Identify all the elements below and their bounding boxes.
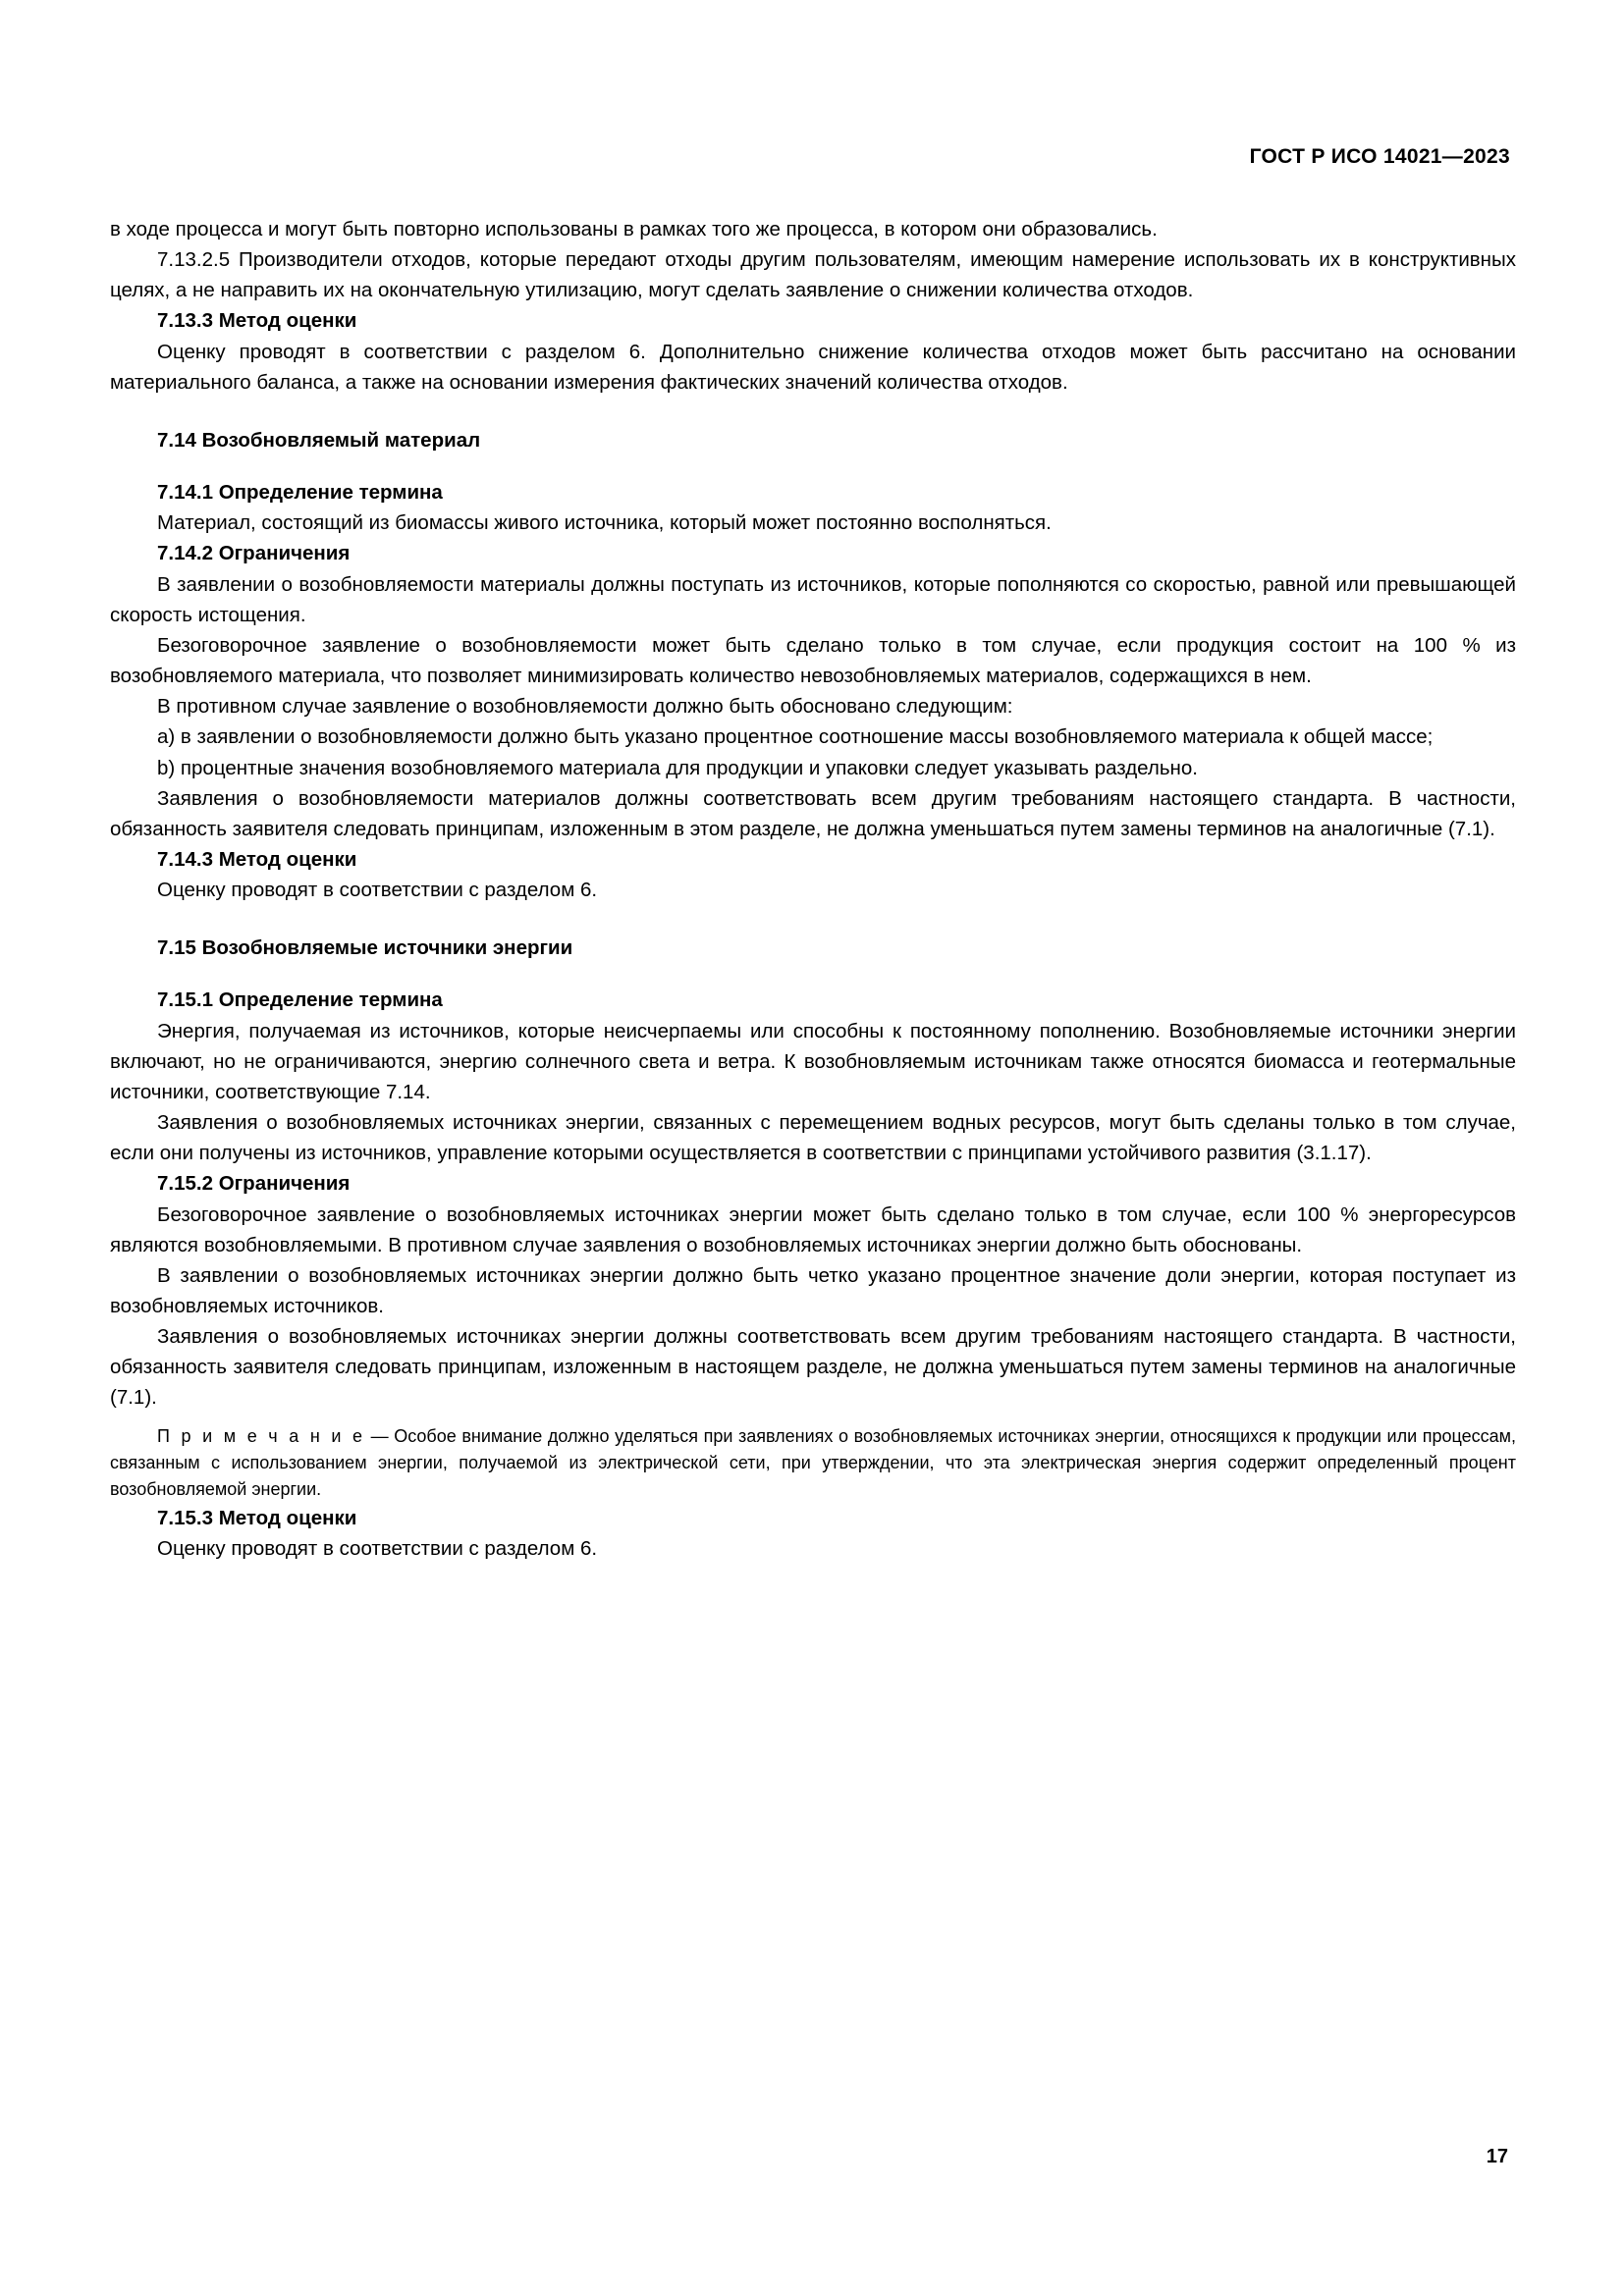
heading-7-15-2: 7.15.2 Ограничения bbox=[157, 1172, 351, 1196]
heading-7-13-3: 7.13.3 Метод оценки bbox=[157, 309, 357, 333]
page-header-standard-id: ГОСТ Р ИСО 14021—2023 bbox=[1249, 145, 1510, 168]
paragraph-7-15-2-a: Безоговорочное заявление о возобновляемых источниках энергии может быть сделано только в том случае, если 100 % энергоресурсов являются возобновляемыми. В противном случае заявления о возобновляемых источниках энергии должно быть обоснованы. bbox=[110, 1202, 1516, 1256]
page-body bbox=[110, 214, 1516, 1564]
paragraph-7-14-2-b: Безоговорочное заявление о возобновляемости может быть сделано только в том случае, если продукция состоит на 100 % из возобновляемого материала, что позволяет минимизировать количество невозобновляемых материалов, содержащихся в нем. bbox=[110, 633, 1516, 688]
note-text: — Особое внимание должно уделяться при заявлениях о возобновляемых источниках энергии, относящихся к продукции или процессам, связанным с использованием энергии, получаемой из электрической сети, при утверждении, что эта электрическая энергия содержит определенный процент возобновляемой энергии. bbox=[110, 1425, 1516, 1499]
paragraph-7-13-2-5: 7.13.2.5 Производители отходов, которые передают отходы другим пользователям, имеющим намерение использовать их в конструктивных целях, а не направить их на окончательную утилизацию, могут сделать заявление о снижении количества отходов. bbox=[110, 248, 1516, 302]
paragraph-7-14-2-c: В противном случае заявление о возобновляемости должно быть обосновано следующим: bbox=[157, 695, 1013, 719]
note-block bbox=[110, 1423, 1516, 1503]
paragraph-continuation: в ходе процесса и могут быть повторно использованы в рамках того же процесса, в котором они образовались. bbox=[110, 218, 1158, 240]
paragraph-7-15-1-a: Энергия, получаемая из источников, которые неисчерпаемы или способны к постоянному пополнению. Возобновляемые источники энергии включают, но не ограничиваются, энергию солнечного света и ветра. К возобновляемым источникам также относятся биомасса и геотермальные источники, соответствующие 7.14. bbox=[110, 1019, 1516, 1103]
paragraph-7-13-3: Оценку проводят в соответствии с разделом 6. Дополнительно снижение количества отходов может быть рассчитано на основании материального баланса, а также на основании измерения фактических значений количества отходов. bbox=[110, 340, 1516, 394]
heading-7-15-3: 7.15.3 Метод оценки bbox=[157, 1506, 357, 1529]
paragraph-7-15-1-b: Заявления о возобновляемых источниках энергии, связанных с перемещением водных ресурсов, могут быть сделаны только в том случае, если они получены из источников, управление которыми осуществляется в соответствии с принципами устойчивого развития (3.1.17). bbox=[110, 1111, 1516, 1165]
paragraph-7-14-1: Материал, состоящий из биомассы живого источника, который может постоянно восполняться. bbox=[157, 511, 1052, 535]
heading-7-15-1: 7.15.1 Определение термина bbox=[157, 988, 443, 1012]
heading-7-14-2: 7.14.2 Ограничения bbox=[157, 542, 351, 565]
list-item-a: a) в заявлении о возобновляемости должно быть указано процентное соотношение массы возобновляемого материала к общей массе; bbox=[157, 725, 1434, 749]
paragraph-7-15-2-b: В заявлении о возобновляемых источниках энергии должно быть четко указано процентное значение доли энергии, которая поступает из возобновляемых источников. bbox=[110, 1263, 1516, 1317]
heading-7-15: 7.15 Возобновляемые источники энергии bbox=[157, 936, 573, 960]
heading-7-14-1: 7.14.1 Определение термина bbox=[157, 481, 443, 505]
note-label: П р и м е ч а н и е bbox=[157, 1425, 366, 1446]
page-number: 17 bbox=[1486, 2146, 1508, 2167]
paragraph-7-14-3: Оценку проводят в соответствии с разделом 6. bbox=[157, 879, 598, 902]
paragraph-7-14-2-d: Заявления о возобновляемости материалов должны соответствовать всем другим требованиям настоящего стандарта. В частности, обязанность заявителя следовать принципам, изложенным в этом разделе, не должна уменьшаться путем замены терминов на аналогичные (7.1). bbox=[110, 786, 1516, 840]
paragraph-7-15-2-c: Заявления о возобновляемых источниках энергии должны соответствовать всем другим требованиям настоящего стандарта. В частности, обязанность заявителя следовать принципам, изложенным в настоящем разделе, не должна уменьшаться путем замены терминов на аналогичные (7.1). bbox=[110, 1325, 1516, 1410]
paragraph-7-15-3: Оценку проводят в соответствии с разделом 6. bbox=[157, 1536, 598, 1560]
list-item-b: b) процентные значения возобновляемого материала для продукции и упаковки следует указывать раздельно. bbox=[157, 756, 1198, 779]
paragraph-7-14-2-a: В заявлении о возобновляемости материалы должны поступать из источников, которые пополняются со скоростью, равной или превышающей скорость истощения. bbox=[110, 572, 1516, 626]
heading-7-14-3: 7.14.3 Метод оценки bbox=[157, 847, 357, 871]
heading-7-14: 7.14 Возобновляемый материал bbox=[157, 428, 481, 452]
